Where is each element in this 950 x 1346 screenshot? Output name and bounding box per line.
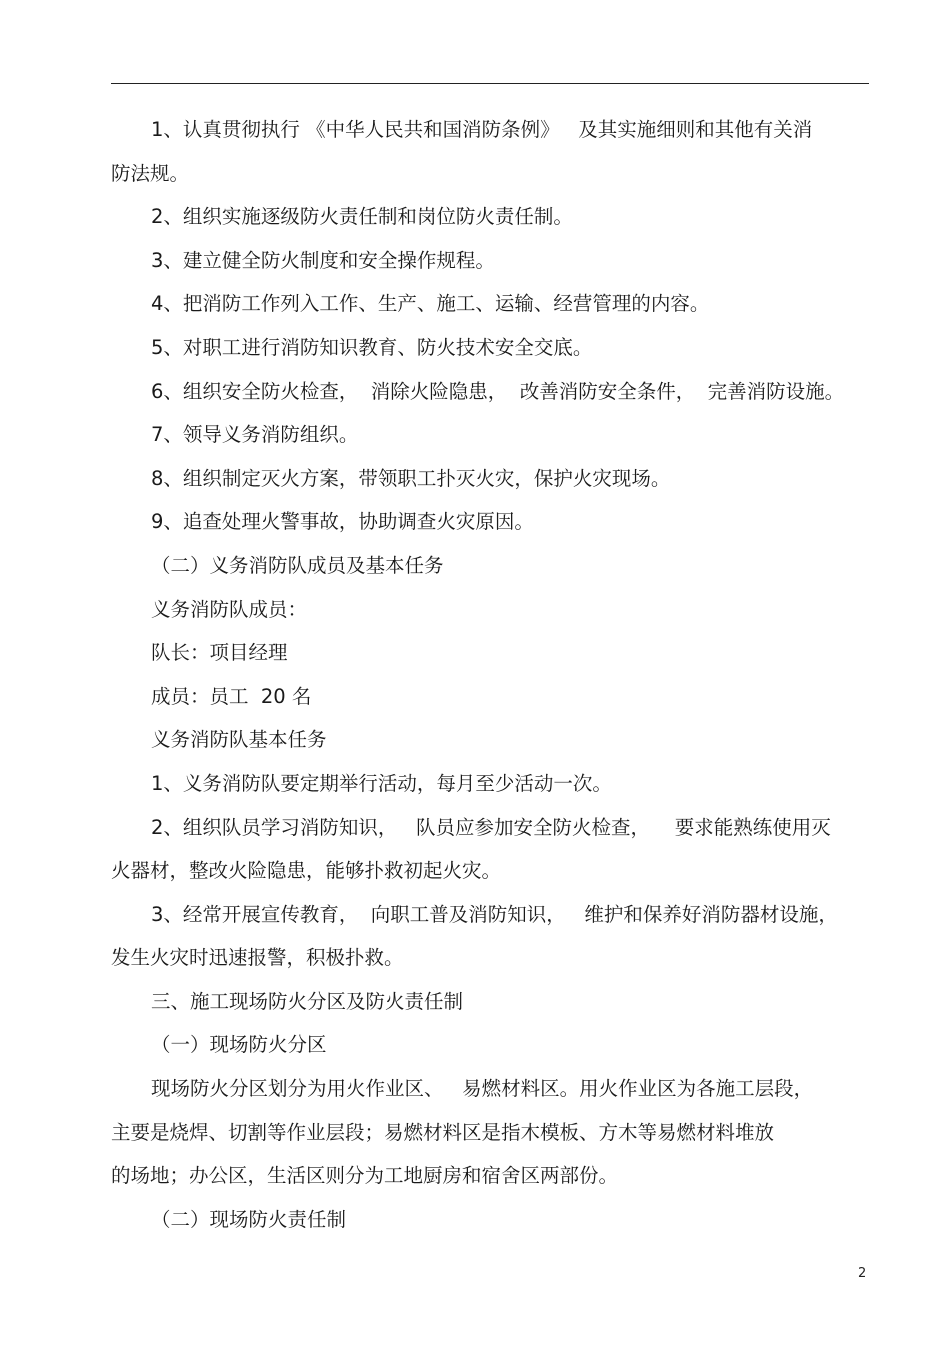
- section-heading: （一）现场防火分区: [151, 1033, 327, 1057]
- paragraph-line: 发生火灾时迅速报警，积极扑救。: [111, 946, 404, 970]
- page-number: 2: [858, 1266, 867, 1281]
- paragraph-line: 3、经常开展宣传教育， 向职工普及消防知识， 维护和保养好消防器材设施，: [151, 902, 838, 926]
- paragraph-line: 3、建立健全防火制度和安全操作规程。: [151, 248, 495, 272]
- paragraph-line: 2、组织实施逐级防火责任制和岗位防火责任制。: [151, 205, 573, 229]
- paragraph-line: 5、对职工进行消防知识教育、防火技术安全交底。: [151, 335, 593, 359]
- section-heading: 三、施工现场防火分区及防火责任制: [151, 989, 464, 1013]
- paragraph-line: 防法规。: [111, 161, 190, 185]
- paragraph-line: 现场防火分区划分为用火作业区、 易燃材料区。用火作业区为各施工层段，: [151, 1077, 814, 1101]
- paragraph-line: 的场地；办公区，生活区则分为工地厨房和宿舍区两部份。: [111, 1164, 619, 1188]
- paragraph-line: 7、领导义务消防组织。: [151, 423, 359, 447]
- paragraph-line: 1、义务消防队要定期举行活动，每月至少活动一次。: [151, 771, 612, 795]
- paragraph-line: 8、组织制定灭火方案，带领职工扑灭火灾，保护火灾现场。: [151, 466, 671, 490]
- paragraph-line: 义务消防队基本任务: [151, 728, 327, 752]
- paragraph-line: 义务消防队成员：: [151, 597, 308, 621]
- paragraph-line: 主要是烧焊、切割等作业层段；易燃材料区是指木模板、方木等易燃材料堆放: [111, 1120, 775, 1144]
- paragraph-line: 2、组织队员学习消防知识， 队员应参加安全防火检查， 要求能熟练使用灭: [151, 815, 831, 839]
- paragraph-line: 1、认真贯彻执行 《中华人民共和国消防条例》 及其实施细则和其他有关消: [151, 118, 813, 141]
- paragraph-line: 6、组织安全防火检查， 消除火险隐患， 改善消防安全条件， 完善消防设施。: [151, 379, 845, 403]
- section-heading: （二）义务消防队成员及基本任务: [151, 553, 444, 577]
- paragraph-line: 4、把消防工作列入工作、生产、施工、运输、经营管理的内容。: [151, 292, 710, 316]
- section-heading: （二）现场防火责任制: [151, 1207, 347, 1231]
- paragraph-line: 队长：项目经理: [151, 641, 288, 665]
- header-rule: [111, 83, 869, 84]
- document-body: [111, 108, 871, 1241]
- paragraph-line: 火器材，整改火险隐患，能够扑救初起火灾。: [111, 859, 502, 883]
- paragraph-line: 9、追查处理火警事故，协助调查火灾原因。: [151, 510, 534, 534]
- paragraph-line: 成员：员工 20 名: [151, 684, 312, 708]
